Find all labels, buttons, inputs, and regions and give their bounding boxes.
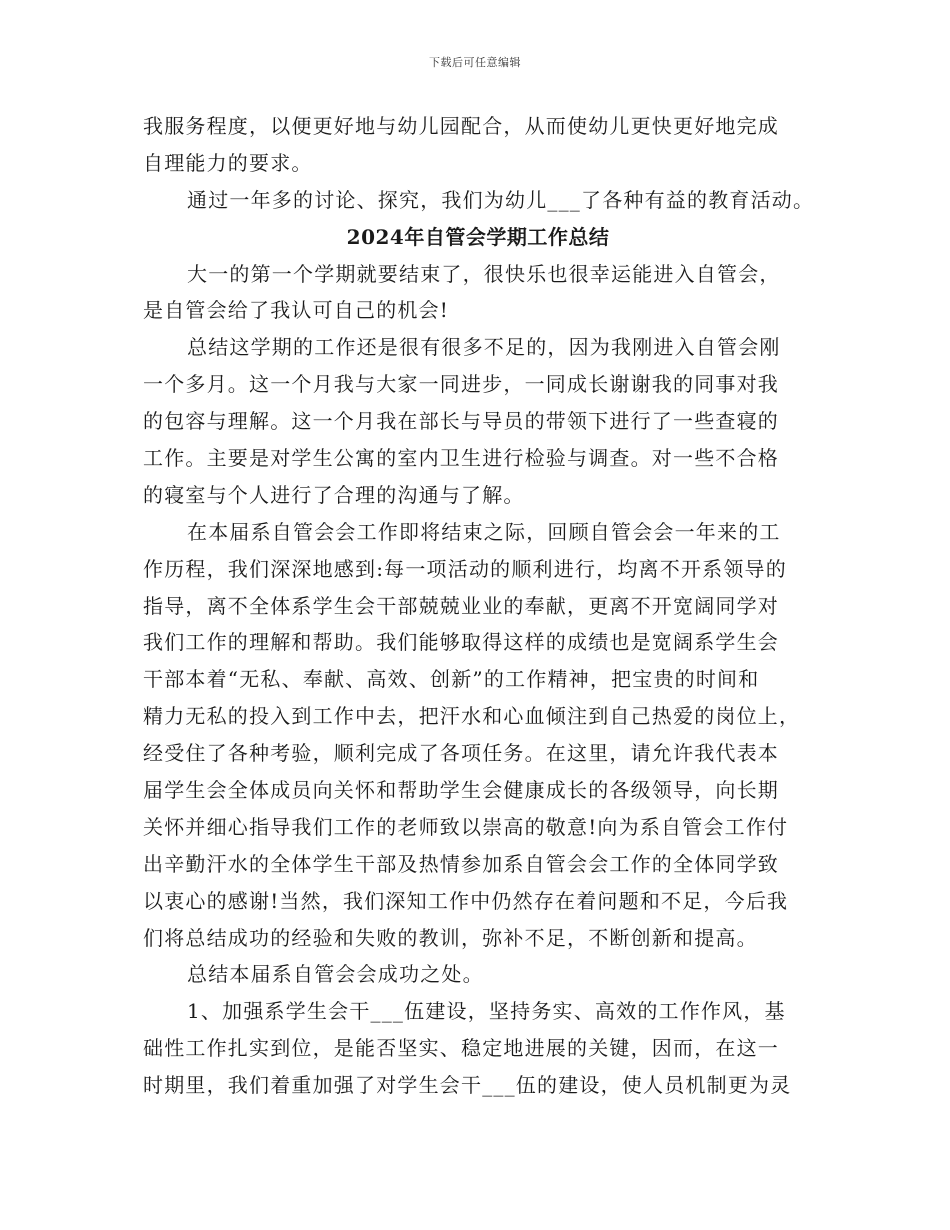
text-line: 是自管会给了我认可自己的机会! (143, 298, 450, 323)
text-line: 大一的第一个学期就要结束了，很快乐也很幸运能进入自管会， (187, 261, 781, 286)
text-line: 精力无私的投入到工作中去，把汗水和心血倾注到自己热爱的岗位上， (143, 704, 801, 729)
text-line: 通过一年多的讨论、探究，我们为幼儿___了各种有益的教育活动。 (187, 187, 815, 212)
text-line: 自理能力的要求。 (143, 150, 313, 175)
text-line: 工作。主要是对学生公寓的室内卫生进行检验与调查。对一些不合格 (143, 446, 779, 471)
text-line: 关怀并细心指导我们工作的老师致以崇高的敬意!向为系自管会工作付 (143, 814, 789, 839)
text-line: 我服务程度，以便更好地与幼儿园配合，从而使幼儿更快更好地完成 (143, 114, 779, 138)
text-line: 总结这学期的工作还是很有很多不足的，因为我刚进入自管会刚 (187, 335, 781, 360)
text-line: 经受住了各种考验，顺利完成了各项任务。在这里，请允许我代表本 (143, 741, 779, 766)
text-line: 们将总结成功的经验和失败的教训，弥补不足，不断创新和提高。 (143, 925, 758, 950)
text-line: 干部本着“无私、奉献、高效、创新”的工作精神，把宝贵的时间和 (143, 667, 760, 692)
text-line: 在本届系自管会会工作即将结束之际，回顾自管会会一年来的工 (187, 519, 781, 544)
text-line: 作历程，我们深深地感到:每一项活动的顺利进行，均离不开系领导的 (143, 556, 787, 581)
page-header: 下载后可任意编辑 (429, 56, 521, 69)
document-body (143, 108, 813, 1104)
text-line: 础性工作扎实到位，是能否坚实、稳定地进展的关键，因而，在这一 (143, 1036, 779, 1061)
text-line: 届学生会全体成员向关怀和帮助学生会健康成长的各级领导，向长期 (143, 778, 779, 803)
text-line: 一个多月。这一个月我与大家一同进步，一同成长谢谢我的同事对我 (143, 372, 779, 397)
text-line: 以衷心的感谢!当然，我们深知工作中仍然存在着问题和不足，今后我 (143, 888, 789, 913)
text-line: 总结本届系自管会会成功之处。 (187, 962, 484, 987)
text-line: 的包容与理解。这一个月我在部长与导员的带领下进行了一些查寝的 (143, 409, 779, 434)
text-line: 指导，离不全体系学生会干部兢兢业业的奉献，更离不开宽阔同学对 (143, 593, 779, 618)
text-line: 时期里，我们着重加强了对学生会干___伍的建设，使人员机制更为灵 (143, 1073, 792, 1098)
document-title: 2024年自管会学期工作总结 (346, 224, 610, 249)
text-line: 出辛勤汗水的全体学生干部及热情参加系自管会会工作的全体同学致 (143, 851, 779, 876)
text-line: 我们工作的理解和帮助。我们能够取得这样的成绩也是宽阔系学生会 (143, 630, 779, 655)
text-line: 1、加强系学生会干___伍建设，坚持务实、高效的工作作风，基 (187, 999, 786, 1024)
text-line: 的寝室与个人进行了合理的沟通与了解。 (143, 482, 525, 507)
